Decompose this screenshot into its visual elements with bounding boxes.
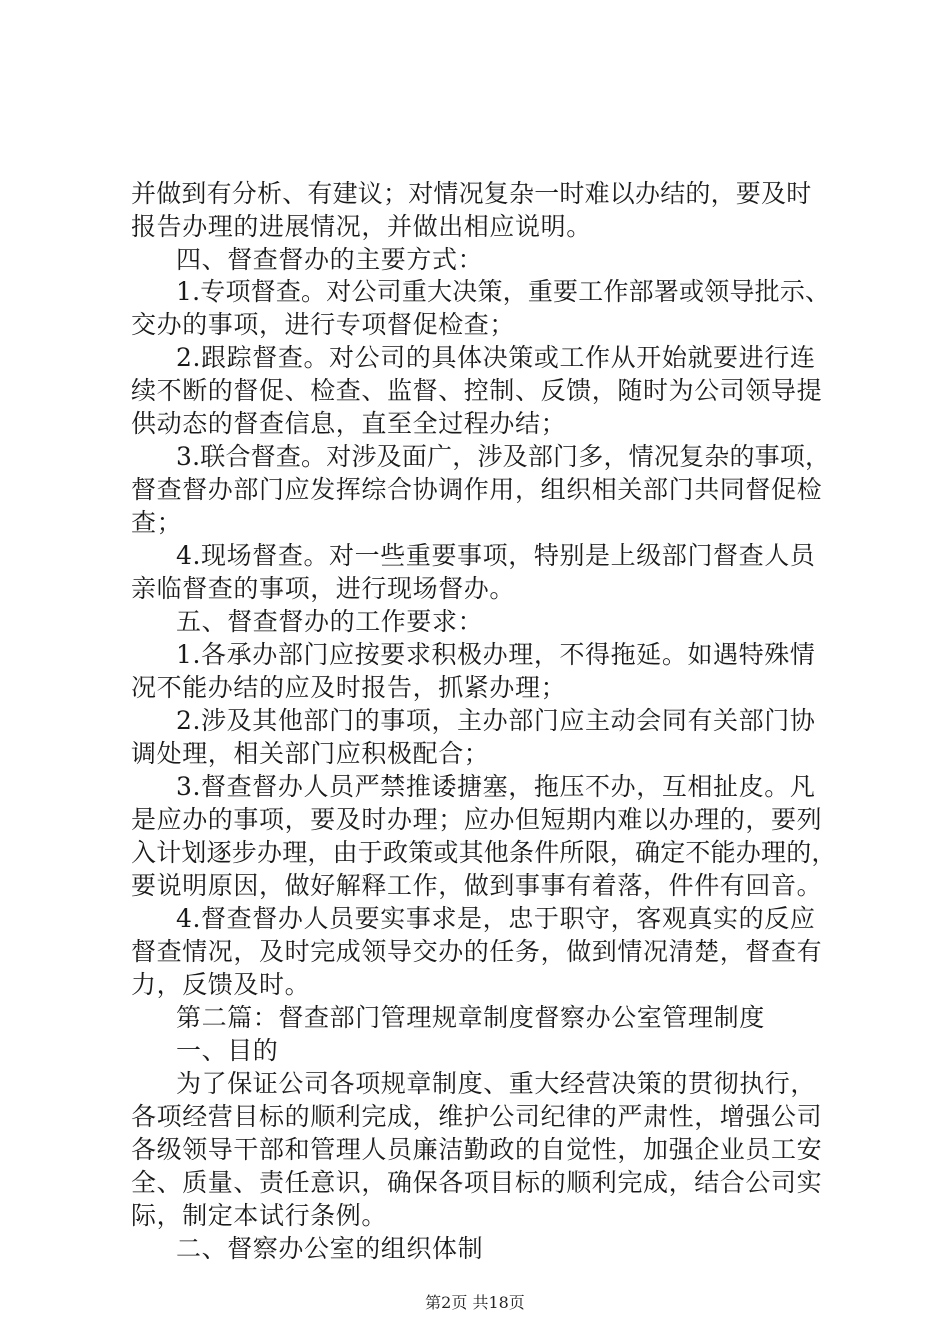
section-heading: 四、督查督办的主要方式： (176, 245, 484, 274)
paragraph-line: 报告办理的进展情况，并做出相应说明。 (131, 212, 592, 241)
paragraph-line: 查； (131, 508, 183, 537)
paragraph-line: 交办的事项，进行专项督促检查； (131, 310, 516, 339)
paragraph-line: 调处理，相关部门应积极配合； (131, 739, 490, 768)
paragraph-line: 1.各承办部门应按要求积极办理，不得拖延。如遇特殊情 (176, 640, 816, 669)
paragraph-line: 供动态的督查信息，直至全过程办结； (131, 409, 567, 438)
section-heading: 一、目的 (176, 1036, 279, 1065)
paragraph-line: 亲临督查的事项，进行现场督办。 (131, 574, 516, 603)
paragraph-line: 3.督查督办人员严禁推诿搪塞，拖压不办，互相扯皮。凡 (176, 772, 816, 801)
section-heading: 五、督查督办的工作要求： (176, 607, 484, 636)
section-heading: 二、督察办公室的组织体制 (176, 1234, 484, 1263)
chapter-heading: 第二篇：督查部门管理规章制度督察办公室管理制度 (176, 1003, 765, 1032)
paragraph-line: 4.现场督查。对一些重要事项，特别是上级部门督查人员 (176, 541, 816, 570)
paragraph-line: 督查情况，及时完成领导交办的任务，做到情况清楚，督查有 (131, 937, 823, 966)
paragraph-line: 续不断的督促、检查、监督、控制、反馈，随时为公司领导提 (131, 376, 823, 405)
paragraph-line: 4.督查督办人员要实事求是，忠于职守，客观真实的反应 (176, 904, 816, 933)
paragraph-line: 各级领导干部和管理人员廉洁勤政的自觉性，加强企业员工安 (131, 1135, 823, 1164)
paragraph-line: 际，制定本试行条例。 (131, 1201, 388, 1230)
paragraph-line: 力，反馈及时。 (131, 970, 311, 999)
paragraph-line: 并做到有分析、有建议；对情况复杂一时难以办结的，要及时 (131, 179, 812, 208)
paragraph-line: 督查督办部门应发挥综合协调作用，组织相关部门共同督促检 (131, 475, 823, 504)
paragraph-line: 为了保证公司各项规章制度、重大经营决策的贯彻执行， (176, 1069, 817, 1098)
paragraph-line: 3.联合督查。对涉及面广，涉及部门多，情况复杂的事项， (176, 442, 831, 471)
paragraph-line: 1.专项督查。对公司重大决策，重要工作部署或领导批示、 (176, 277, 831, 306)
paragraph-line: 况不能办结的应及时报告，抓紧办理； (131, 673, 567, 702)
paragraph-line: 各项经营目标的顺利完成，维护公司纪律的严肃性，增强公司 (131, 1102, 823, 1131)
page-number-footer: 第2页 共18页 (425, 1293, 525, 1312)
paragraph-line: 2.涉及其他部门的事项，主办部门应主动会同有关部门协 (176, 706, 816, 735)
paragraph-line: 要说明原因，做好解释工作，做到事事有着落，件件有回音。 (131, 871, 823, 900)
paragraph-line: 2.跟踪督查。对公司的具体决策或工作从开始就要进行连 (176, 343, 816, 372)
paragraph-line: 是应办的事项，要及时办理；应办但短期内难以办理的，要列 (131, 805, 823, 834)
paragraph-line: 入计划逐步办理，由于政策或其他条件所限，确定不能办理的， (131, 838, 837, 867)
paragraph-line: 全、质量、责任意识，确保各项目标的顺利完成，结合公司实 (131, 1168, 823, 1197)
